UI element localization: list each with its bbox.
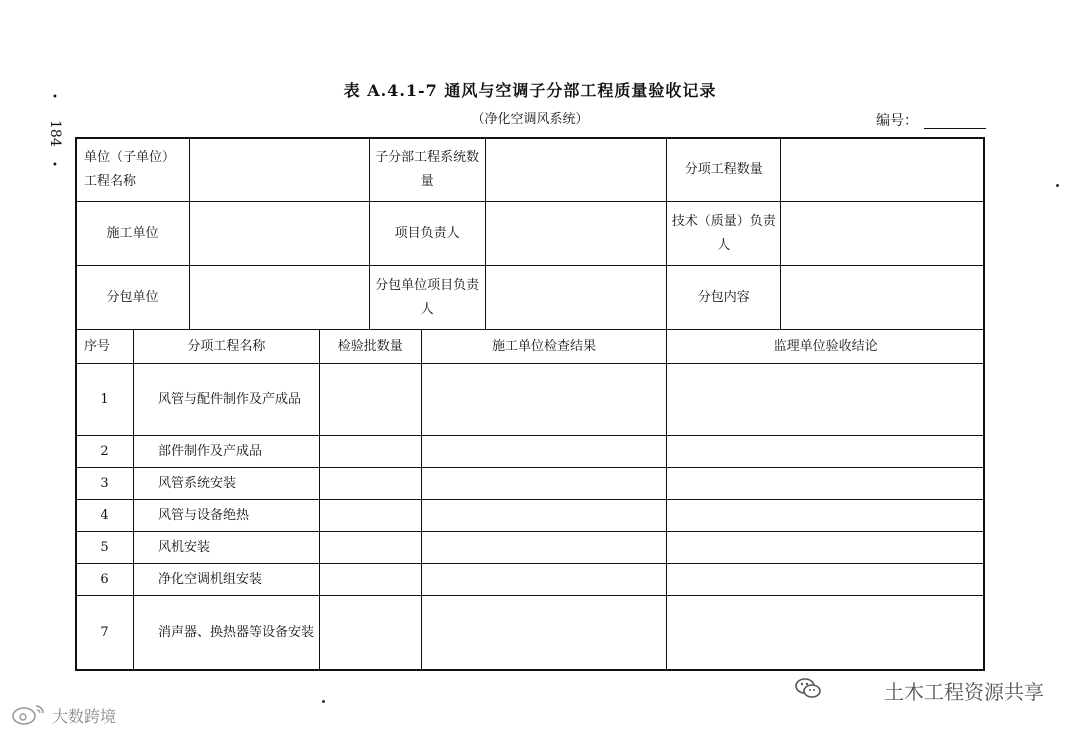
watermark-right: 土木工程资源共享 bbox=[884, 680, 1044, 704]
item-name: 消声器、换热器等设备安装 bbox=[133, 596, 319, 670]
scan-speck bbox=[322, 700, 325, 703]
row-number: 1 bbox=[76, 364, 134, 436]
contractor-result-field[interactable] bbox=[421, 436, 667, 468]
table-row bbox=[76, 364, 985, 436]
page-dot-top: • bbox=[52, 92, 58, 103]
batch-count-field[interactable] bbox=[319, 532, 421, 564]
item-name: 部件制作及产成品 bbox=[133, 436, 319, 468]
page-subtitle: （净化空调风系统） bbox=[471, 112, 589, 127]
code-field[interactable] bbox=[924, 110, 986, 129]
item-name: 风机安装 bbox=[133, 532, 319, 564]
page-dot-bottom: • bbox=[52, 160, 58, 171]
contractor-result-field[interactable] bbox=[421, 596, 667, 670]
code-label: 编号： bbox=[876, 113, 918, 129]
item-name: 风管与设备绝热 bbox=[133, 500, 319, 532]
row-number: 5 bbox=[76, 532, 134, 564]
unit-project-name-label: 单位（子单位）工程名称 bbox=[76, 138, 190, 202]
items-table bbox=[75, 329, 985, 670]
table-row bbox=[76, 468, 985, 500]
technical-lead-field[interactable] bbox=[781, 202, 985, 266]
batch-count-field[interactable] bbox=[319, 500, 421, 532]
column-header-batches: 检验批数量 bbox=[319, 330, 421, 364]
row-number: 3 bbox=[76, 468, 134, 500]
supervisor-conclusion-field[interactable] bbox=[667, 364, 985, 436]
table-row bbox=[76, 564, 985, 596]
project-manager-field[interactable] bbox=[485, 202, 667, 266]
subcontractor-field[interactable] bbox=[189, 266, 369, 330]
contractor-field[interactable] bbox=[189, 202, 369, 266]
contractor-result-field[interactable] bbox=[421, 532, 667, 564]
row-number: 6 bbox=[76, 564, 134, 596]
subdivision-count-field[interactable] bbox=[485, 138, 667, 202]
row-number: 2 bbox=[76, 436, 134, 468]
item-name: 风管系统安装 bbox=[133, 468, 319, 500]
subdivision-count-label: 子分部工程系统数量 bbox=[369, 138, 485, 202]
batch-count-field[interactable] bbox=[319, 364, 421, 436]
table-row bbox=[76, 500, 985, 532]
header-info-table bbox=[75, 137, 985, 330]
column-header-contractor-result: 施工单位检查结果 bbox=[421, 330, 667, 364]
header-row bbox=[76, 202, 985, 266]
table-header-row bbox=[76, 330, 985, 364]
project-manager-label: 项目负责人 bbox=[369, 202, 485, 266]
contractor-label: 施工单位 bbox=[76, 202, 190, 266]
subcontractor-manager-field[interactable] bbox=[485, 266, 667, 330]
table-row bbox=[76, 436, 985, 468]
subcontractor-manager-label: 分包单位项目负责人 bbox=[369, 266, 485, 330]
contractor-result-field[interactable] bbox=[421, 564, 667, 596]
page-number: 184 bbox=[47, 119, 63, 147]
item-name: 风管与配件制作及产成品 bbox=[133, 364, 319, 436]
item-count-label: 分项工程数量 bbox=[667, 138, 781, 202]
technical-lead-label: 技术（质量）负责人 bbox=[667, 202, 781, 266]
batch-count-field[interactable] bbox=[319, 436, 421, 468]
contractor-result-field[interactable] bbox=[421, 364, 667, 436]
row-number: 4 bbox=[76, 500, 134, 532]
supervisor-conclusion-field[interactable] bbox=[667, 532, 985, 564]
batch-count-field[interactable] bbox=[319, 564, 421, 596]
wechat-icon bbox=[794, 676, 822, 700]
supervisor-conclusion-field[interactable] bbox=[667, 564, 985, 596]
header-row bbox=[76, 266, 985, 330]
scan-speck bbox=[1056, 184, 1059, 187]
column-header-supervisor-conclusion: 监理单位验收结论 bbox=[667, 330, 985, 364]
supervisor-conclusion-field[interactable] bbox=[667, 436, 985, 468]
watermark-left: 大数跨境 bbox=[52, 707, 117, 726]
supervisor-conclusion-field[interactable] bbox=[667, 500, 985, 532]
item-count-field[interactable] bbox=[781, 138, 985, 202]
weibo-icon bbox=[10, 702, 50, 726]
column-header-no: 序号 bbox=[76, 330, 134, 364]
header-row bbox=[76, 138, 985, 202]
item-name: 净化空调机组安装 bbox=[133, 564, 319, 596]
batch-count-field[interactable] bbox=[319, 596, 421, 670]
contractor-result-field[interactable] bbox=[421, 468, 667, 500]
page-title: 表 A.4.1-7 通风与空调子分部工程质量验收记录 bbox=[343, 81, 717, 100]
table-row bbox=[76, 532, 985, 564]
subcontract-content-label: 分包内容 bbox=[667, 266, 781, 330]
subcontract-content-field[interactable] bbox=[781, 266, 985, 330]
subcontractor-label: 分包单位 bbox=[76, 266, 190, 330]
contractor-result-field[interactable] bbox=[421, 500, 667, 532]
row-number: 7 bbox=[76, 596, 134, 670]
unit-project-name-field[interactable] bbox=[189, 138, 369, 202]
batch-count-field[interactable] bbox=[319, 468, 421, 500]
supervisor-conclusion-field[interactable] bbox=[667, 596, 985, 670]
supervisor-conclusion-field[interactable] bbox=[667, 468, 985, 500]
column-header-name: 分项工程名称 bbox=[133, 330, 319, 364]
table-row bbox=[76, 596, 985, 670]
